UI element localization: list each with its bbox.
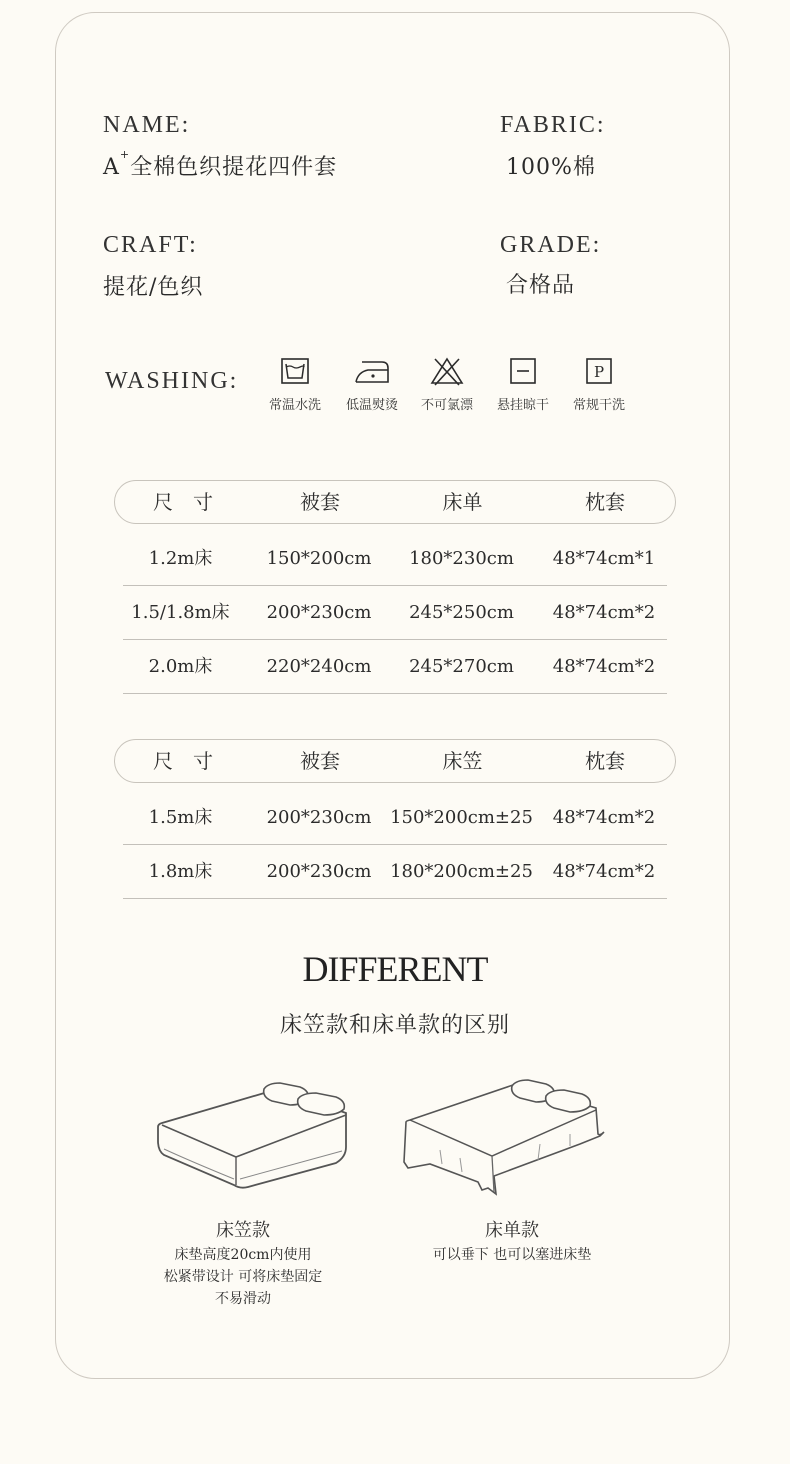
header-fitted-sheet: 床笠 <box>442 749 483 773</box>
header-duvet: 被套 <box>300 749 340 773</box>
table-row <box>123 845 667 899</box>
table-row <box>123 791 667 845</box>
cell-pillow: 48*74cm*2 <box>552 602 656 623</box>
table-header <box>114 480 676 524</box>
grade-label: GRADE: <box>500 232 602 258</box>
cell-size: 1.5/1.8m床 <box>131 602 230 623</box>
svg-text:P: P <box>593 363 605 381</box>
flat-sheet-bed-illustration <box>400 1072 610 1202</box>
cell-size: 1.2m床 <box>148 548 213 569</box>
fitted-desc-line-2: 松紧带设计 可将床垫固定 <box>163 1269 323 1285</box>
header-size: 尺 寸 <box>153 749 213 773</box>
name-value <box>103 150 337 181</box>
wash-caption-0: 常温水洗 <box>268 398 321 413</box>
cell-duvet: 200*230cm <box>266 602 372 623</box>
header-pillow: 枕套 <box>585 490 625 514</box>
cell-duvet: 220*240cm <box>266 656 372 677</box>
table-header <box>114 739 676 783</box>
header-size: 尺 寸 <box>153 490 213 514</box>
cell-fitted-sheet: 150*200cm±25 <box>390 807 533 828</box>
wash-caption-2: 不可氯漂 <box>420 398 473 413</box>
cell-sheet: 245*250cm <box>409 602 514 623</box>
name-value-sup: + <box>119 148 131 161</box>
cell-fitted-sheet: 180*200cm±25 <box>390 861 533 882</box>
fabric-label: FABRIC: <box>500 112 606 138</box>
washing-label: WASHING: <box>105 368 239 394</box>
wash-item-0 <box>255 356 335 413</box>
table-row <box>123 532 667 586</box>
fabric-value: 100%棉 <box>506 155 596 180</box>
different-subtitle: 床笠款和床单款的区别 <box>279 1013 510 1038</box>
table-row <box>123 586 667 640</box>
header-duvet: 被套 <box>300 490 340 514</box>
wash-caption-1: 低温熨烫 <box>345 398 398 413</box>
name-label: NAME: <box>103 112 191 138</box>
flat-desc-line-1: 可以垂下 也可以塞进床垫 <box>432 1247 592 1263</box>
wash-caption-4: 常规干洗 <box>572 398 625 413</box>
name-value-prefix: A <box>103 155 120 180</box>
wash-item-3 <box>483 356 563 413</box>
header-pillow: 枕套 <box>585 749 625 773</box>
wash-item-4 <box>559 356 639 413</box>
cell-duvet: 150*200cm <box>266 548 372 569</box>
cell-pillow: 48*74cm*2 <box>552 656 656 677</box>
cell-pillow: 48*74cm*1 <box>552 548 656 569</box>
fitted-desc-line-3: 不易滑动 <box>215 1291 271 1307</box>
size-table-fitted <box>114 739 676 899</box>
dry-clean-p-icon <box>584 356 614 386</box>
cell-sheet: 245*270cm <box>409 656 514 677</box>
cell-pillow: 48*74cm*2 <box>552 861 656 882</box>
cell-size: 1.5m床 <box>148 807 213 828</box>
wash-item-2 <box>407 356 487 413</box>
cell-size: 2.0m床 <box>148 656 213 677</box>
different-title: DIFFERENT <box>302 949 488 989</box>
cell-sheet: 180*230cm <box>409 548 514 569</box>
grade-value: 合格品 <box>506 273 576 298</box>
cell-size: 1.8m床 <box>148 861 213 882</box>
wash-item-1 <box>332 356 412 413</box>
size-table-flat <box>114 480 676 694</box>
craft-label: CRAFT: <box>103 232 198 258</box>
fitted-title: 床笠款 <box>216 1220 270 1241</box>
no-bleach-icon <box>429 356 465 386</box>
iron-icon <box>352 356 392 386</box>
line-dry-icon <box>508 356 538 386</box>
wash-basin-icon <box>280 356 310 386</box>
header-sheet: 床单 <box>442 490 483 514</box>
cell-pillow: 48*74cm*2 <box>552 807 656 828</box>
name-value-text: 全棉色织提花四件套 <box>130 155 338 180</box>
fitted-desc-line-1: 床垫高度20cm内使用 <box>174 1247 312 1263</box>
flat-title: 床单款 <box>485 1220 539 1241</box>
cell-duvet: 200*230cm <box>266 861 372 882</box>
cell-duvet: 200*230cm <box>266 807 372 828</box>
fitted-sheet-bed-illustration <box>150 1075 360 1195</box>
wash-caption-3: 悬挂晾干 <box>496 398 549 413</box>
table-row <box>123 640 667 694</box>
craft-value: 提花/色织 <box>103 275 204 300</box>
